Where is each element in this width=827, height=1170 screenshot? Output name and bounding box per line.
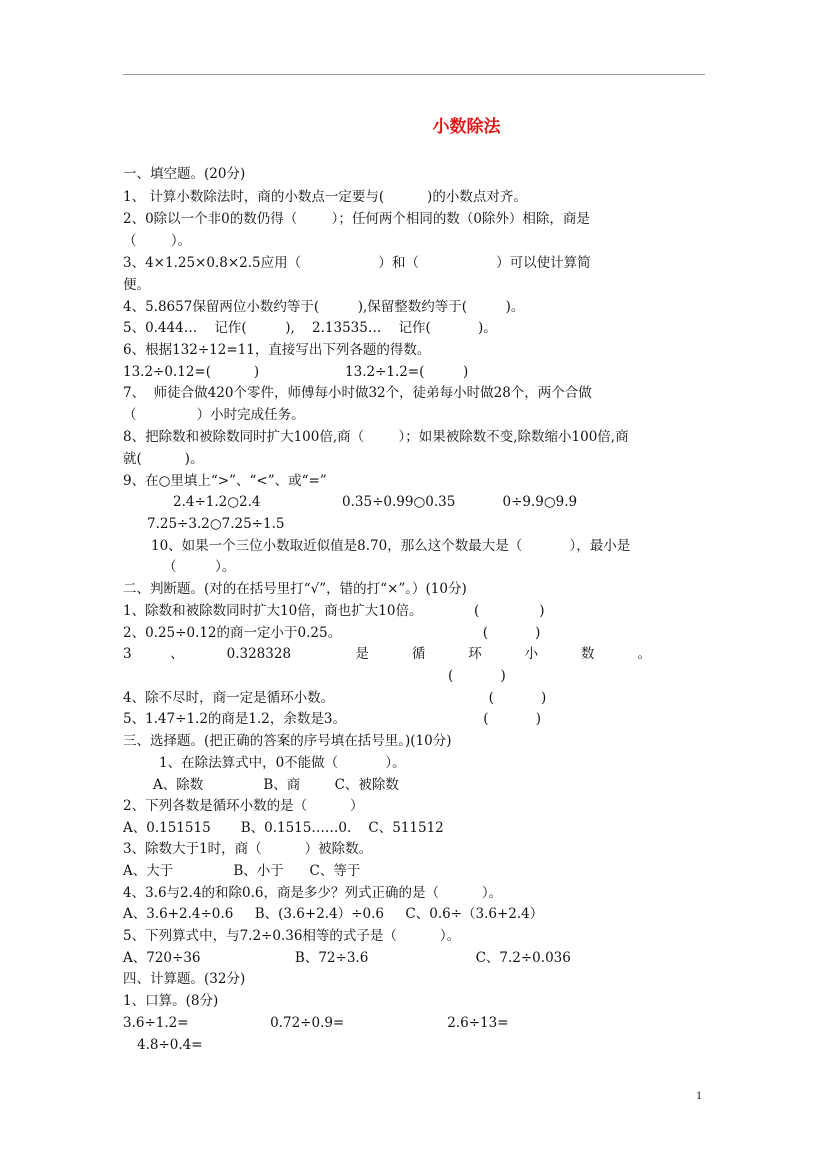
- text-line: （ ）。: [163, 559, 236, 575]
- text-line: 3.6÷1.2= 0.72÷0.9= 2.6÷13=: [123, 1015, 509, 1031]
- text-line: 9、在○里填上“>”、“<”、或“=”: [123, 473, 327, 489]
- text-line: A、除数 B、商 C、被除数: [153, 777, 399, 793]
- text-line: 2、0.25÷0.12的商一定小于0.25。 ( ): [123, 625, 541, 641]
- text-line: 4、5.8657保留两位小数约等于( ),保留整数约等于( )。: [123, 299, 525, 315]
- text-line: 5、下列算式中，与7.2÷0.36相等的式子是（ ）。: [123, 928, 461, 944]
- text-line: 便。: [123, 277, 150, 293]
- text-line: 10、如果一个三位小数取近似值是8.70，那么这个数最大是（ ），最小是: [151, 538, 631, 554]
- text-line: 一、填空题。(20分): [123, 166, 246, 182]
- text-line: （ ）小时完成任务。: [123, 407, 305, 423]
- text-line: 5、1.47÷1.2的商是1.2，余数是3。 ( ): [123, 711, 542, 727]
- text-line: ( ): [448, 668, 506, 684]
- text-line: A、大于 B、小于 C、等于: [123, 863, 361, 879]
- text-line: 3 、 0.328328 是 循 环 小 数 。: [123, 646, 651, 662]
- text-line: 8、把除数和被除数同时扩大100倍,商（ ）；如果被除数不变,除数缩小100倍,商: [123, 429, 629, 445]
- text-line: 3、除数大于1时，商（ ）被除数。: [123, 841, 373, 857]
- text-line: 3、4×1.25×0.8×2.5应用（ ）和（ ）可以使计算简: [123, 255, 591, 271]
- text-line: 就( )。: [123, 451, 204, 467]
- text-line: 1、 计算小数除法时，商的小数点一定要与( )的小数点对齐。: [123, 189, 527, 205]
- header-rule: [123, 74, 705, 75]
- text-line: 5、0.444… 记作( ), 2.13535… 记作( )。: [123, 320, 497, 336]
- text-line: A、0.151515 B、0.1515……0. C、511512: [123, 820, 444, 836]
- page-number: 1: [696, 1088, 702, 1102]
- text-line: 2.4÷1.2○2.4 0.35÷0.99○0.35 0÷9.9○9.9: [173, 494, 578, 510]
- text-line: A、720÷36 B、72÷3.6 C、7.2÷0.036: [123, 950, 571, 966]
- text-line: 4.8÷0.4=: [137, 1037, 203, 1053]
- text-line: 4、3.6与2.4的和除0.6，商是多少？列式正确的是（ ）。: [123, 885, 503, 901]
- text-line: 6、根据132÷12=11，直接写出下列各题的得数。: [123, 342, 431, 358]
- text-line: 2、下列各数是循环小数的是（ ）: [123, 798, 364, 814]
- text-line: 二、判断题。(对的在括号里打“√”，错的打“×”。）(10分): [123, 581, 467, 597]
- text-line: 1、除数和被除数同时扩大10倍，商也扩大10倍。 ( ): [123, 603, 545, 619]
- page-title: 小数除法: [432, 117, 501, 137]
- text-line: （ ）。: [123, 233, 192, 249]
- text-line: 7、 师徒合做420个零件，师傅每小时做32个，徒弟每小时做28个，两个合做: [123, 385, 592, 401]
- text-line: 三、选择题。(把正确的答案的序号填在括号里。)(10分): [123, 733, 452, 749]
- text-line: 2、0除以一个非0的数仍得（ ）；任何两个相同的数（0除外）相除，商是: [123, 211, 590, 227]
- text-line: 13.2÷0.12=( ) 13.2÷1.2=( ): [123, 364, 469, 380]
- text-line: 1、口算。(8分): [123, 993, 219, 1009]
- text-line: 7.25÷3.2○7.25÷1.5: [147, 516, 285, 532]
- text-line: 1、在除法算式中，0不能做（ ）。: [159, 755, 406, 771]
- text-line: 四、计算题。(32分): [123, 971, 246, 987]
- text-line: A、3.6+2.4÷0.6 B、(3.6+2.4）÷0.6 C、0.6÷（3.6+2.4）: [123, 906, 544, 922]
- text-line: 4、除不尽时，商一定是循环小数。 ( ): [123, 690, 547, 706]
